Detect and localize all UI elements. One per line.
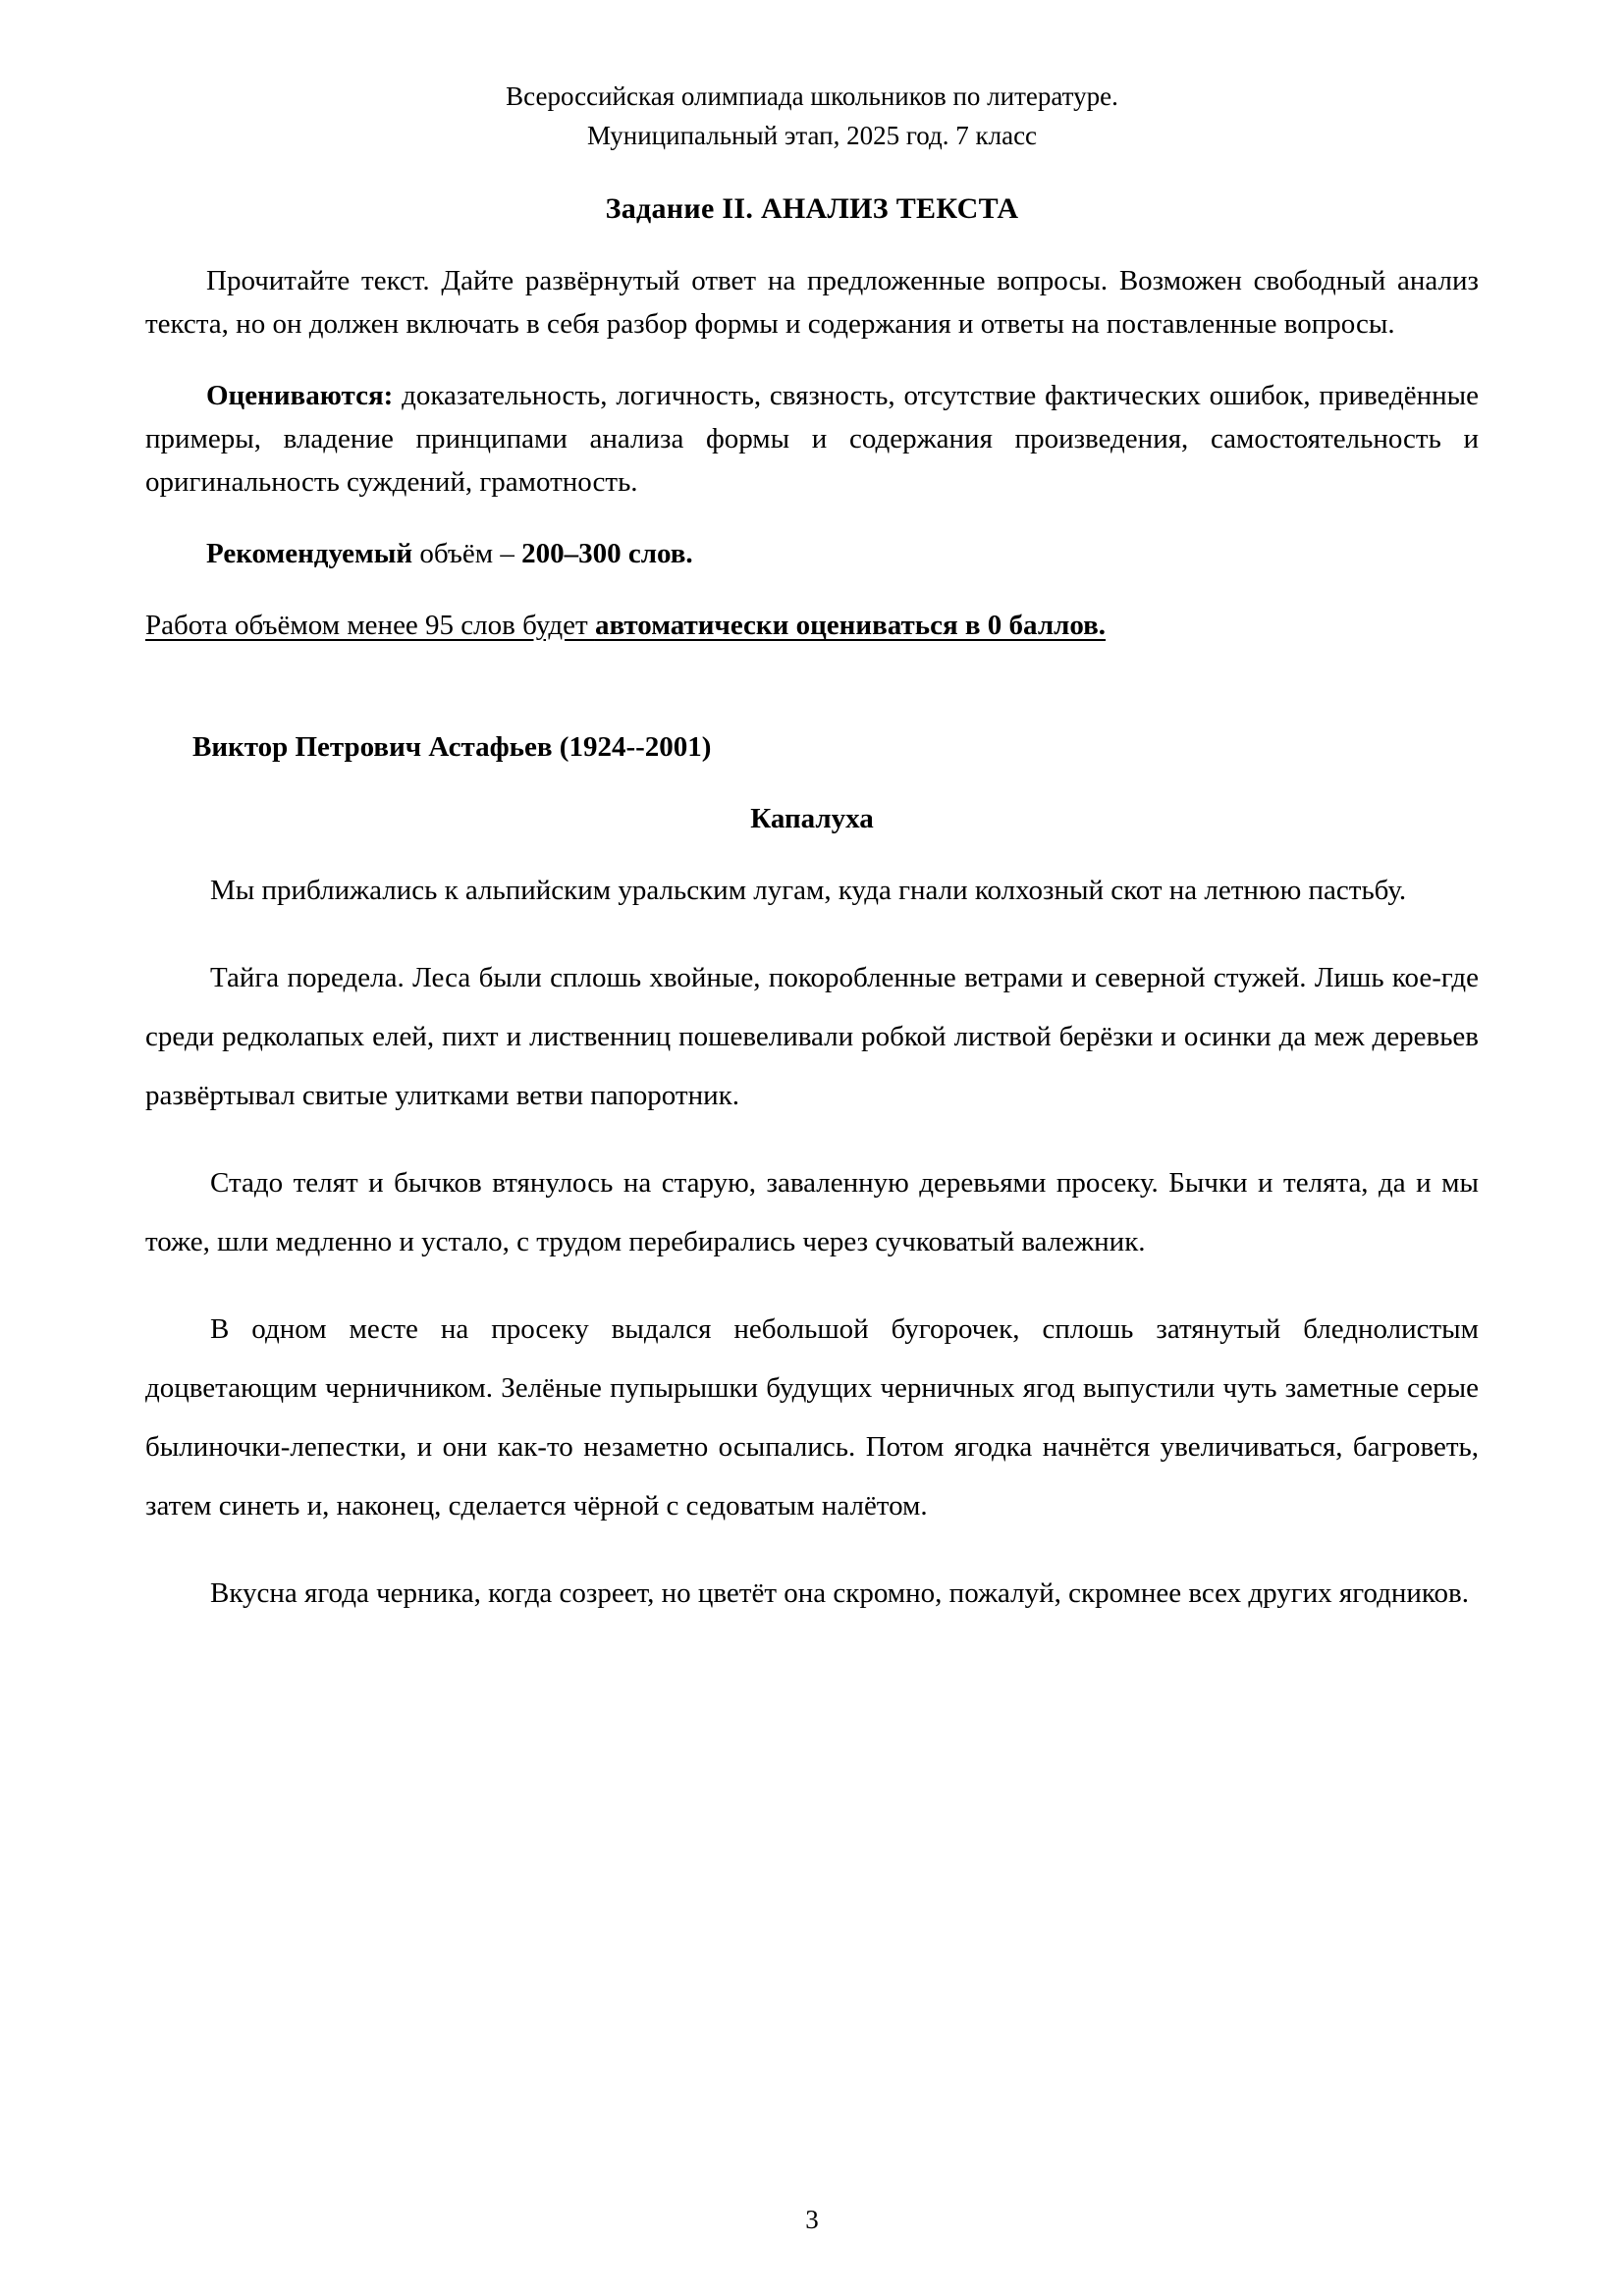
warning-prefix: Работа объёмом менее 95 слов будет: [145, 610, 595, 641]
task-criteria: [145, 374, 1479, 504]
criteria-label: Оцениваются:: [206, 380, 394, 411]
recommended-text: объём –: [412, 538, 522, 569]
header-line-1: Всероссийская олимпиада школьников по литературе.: [506, 81, 1118, 111]
task-instructions: Прочитайте текст. Дайте развёрнутый ответ на предложенные вопросы. Возможен свободный анализ текста, но он должен включать в себя разбор формы и содержания и ответы на поставленные вопросы.: [145, 265, 1479, 340]
warning-note: [145, 604, 1479, 647]
text-author: Виктор Петрович Астафьев (1924--2001): [192, 731, 712, 763]
recommended-value: 200–300 слов.: [521, 538, 693, 569]
text-title: Капалуха: [750, 803, 874, 834]
text-paragraph: Тайга поредела. Леса были сплошь хвойные, покоробленные ветрами и северной стужей. Лишь кое-где среди редколапых елей, пихт и лиственниц пошевеливали робкой листвой берёзки и осинки да меж деревьев развёртывал свитые улитками ветви папоротник.: [145, 962, 1479, 1111]
text-paragraph: Стадо телят и бычков втянулось на старую, заваленную деревьями просеку. Бычки и телята, да и мы тоже, шли медленно и устало, с трудом перебирались через сучковатый валежник.: [145, 1167, 1479, 1257]
criteria-text: доказательность, логичность, связность, отсутствие фактических ошибок, приведённые примеры, владение принципами анализа формы и содержания произведения, самостоятельность и оригинальность суждений, грамотность.: [145, 380, 1479, 498]
warning-bold: автоматически оцениваться в 0 баллов.: [594, 610, 1107, 641]
page-number: 3: [805, 2205, 819, 2234]
text-paragraph: Мы приближались к альпийским уральским лугам, куда гнали колхозный скот на летнюю пастьбу.: [210, 875, 1407, 906]
text-paragraph: Вкусна ягода черника, когда созреет, но цветёт она скромно, пожалуй, скромнее всех других ягодников.: [210, 1577, 1469, 1609]
recommended-volume: [145, 532, 1479, 575]
recommended-label: Рекомендуемый: [206, 538, 413, 569]
header-line-2: Муниципальный этап, 2025 год. 7 класс: [586, 121, 1038, 150]
task-title: Задание II. АНАЛИЗ ТЕКСТА: [605, 192, 1019, 225]
text-paragraph: В одном месте на просеку выдался небольшой бугорочек, сплошь затянутый бледнолистым доцветающим черничником. Зелёные пупырышки будущих черничных ягод выпустили чуть заметные серые былиночки-лепестки, и они как-то незаметно осыпались. Потом ягодка начнётся увеличиваться, багроветь, затем синеть и, наконец, сделается чёрной с седоватым налётом.: [145, 1313, 1479, 1522]
